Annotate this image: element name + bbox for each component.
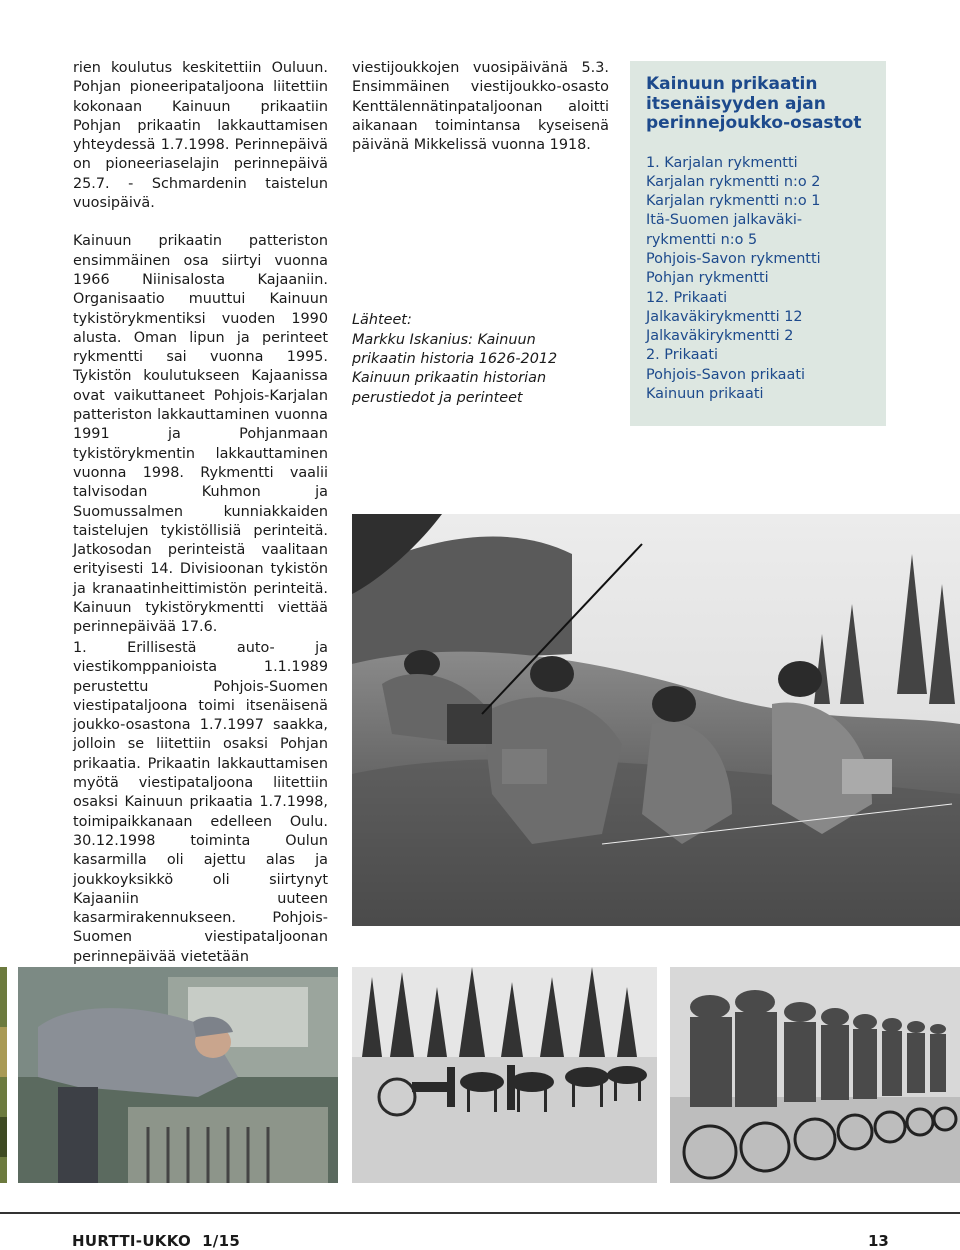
sources-heading: Lähteet: (352, 312, 412, 329)
publication-name: HURTTI-UKKO 1/15 (72, 1232, 241, 1250)
list-item: Jalkaväkirykmentti 2 (646, 328, 794, 345)
photo-soldiers-radio (352, 514, 960, 926)
paragraph-artillery: Kainuun prikaatin patteriston ensimmäinen osa siirtyi vuonna 1966 Niinisalosta Kajaaniin. Organisaatio muuttui Kainuun tykistörykmentiksi vuoden 1990 alusta. Oman lipun ja perinteet rykmentti sai vuonna 1995. Tykistön koulutukseen Kajaanissa ovat vaikuttaneet Pohjois-Karjalan patteriston lakkauttaminen vuonna 1991 ja Pohjanmaan tykistörykmentin lakkauttaminen vuonna 1998. Rykmentti vaalii talvisodan Kuhmon ja Suomussalmen kunniakkaiden taistelujen tykistöllisiä perinteitä. Jatkosodan perinteistä vaalitaan erityisesti 14. Divisioonan tykistön ja kranaatinheittimistön perinteitä. Kainuun tykistörykmentti viettää perinnepäivää 17.6. (73, 233, 328, 636)
photo-strip-left (0, 967, 7, 1183)
paragraph-pioneer: rien koulutus keskitettiin Ouluun. Pohjan pioneeripataljoona liitettiin kokonaan Kainuun prikaatiin Pohjan prikaatin lakkauttamisen yhteydessä 1.7.1998. Perinnepäivä on pioneeriaselajin perinnepäivä 25.7. - Schmardenin taistelun vuosipäivä. (73, 60, 328, 212)
list-item: 2. Prikaati (646, 347, 719, 364)
list-item: Itä-Suomen jalkaväki- (646, 212, 803, 229)
list-item: Pohjan rykmentti (646, 270, 769, 287)
list-item: Karjalan rykmentti n:o 1 (646, 193, 821, 210)
column-1 (73, 59, 328, 638)
source-line: perustiedot ja perinteet (352, 389, 523, 406)
column-2 (352, 59, 609, 408)
list-item: Karjalan rykmentti n:o 2 (646, 173, 821, 190)
list-item: rykmentti n:o 5 (646, 231, 758, 248)
tradition-units-list (646, 154, 870, 405)
photo-bicycle-troops (670, 967, 960, 1183)
photo-truck-maintenance (18, 967, 338, 1183)
box-title: Kainuun prikaatin itsenäisyyden ajan perinnejoukko-osastot (646, 74, 862, 133)
paragraph-signals-continued: viestijoukkojen vuosipäivänä 5.3. Ensimmäinen viestijoukko-osasto Kenttälennätinpataljoonan aloitti aikanaan toimintansa kyseisenä päivänä Mikkelissä vuonna 1918. (352, 60, 609, 154)
list-item: 1. Karjalan rykmentti (646, 154, 798, 171)
column-1-lower (73, 639, 328, 967)
list-item: 12. Prikaati (646, 289, 728, 306)
paragraph-signals: 1. Erillisestä auto- ja viestikomppanioista 1.1.1989 perustettu Pohjois-Suomen viestipataljoona toimi itsenäisenä joukko-osastona 1.7.1997 saakka, jolloin se liitettiin osaksi Pohjan prikaatia. Prikaatin lakkauttamisen myötä viestipataljoona liitettiin osaksi Kainuun prikaatia 1.7.1998, toimipaikkanaan edelleen Oulu. 30.12.1998 toiminta Oulun kasarmilla oli ajettu alas ja joukkoyksikkö oli siirtynyt Kajaaniin uuteen kasarmirakennukseen. Pohjois-Suomen viestipataljoonan perinnepäivää vietetään (73, 640, 328, 965)
footer-divider (0, 1212, 960, 1214)
list-item: Pohjois-Savon rykmentti (646, 250, 821, 267)
source-line: Kainuun prikaatin historian (352, 370, 547, 387)
tradition-units-box (630, 61, 886, 426)
list-item: Pohjois-Savon prikaati (646, 366, 805, 383)
source-line: prikaatin historia 1626-2012 (352, 351, 558, 368)
page-number: 13 (868, 1232, 889, 1250)
list-item: Jalkaväkirykmentti 12 (646, 308, 803, 325)
list-item: Kainuun prikaati (646, 386, 764, 403)
sources (352, 311, 609, 407)
photo-horse-artillery (352, 967, 657, 1183)
source-line: Markku Iskanius: Kainuun (352, 331, 536, 348)
